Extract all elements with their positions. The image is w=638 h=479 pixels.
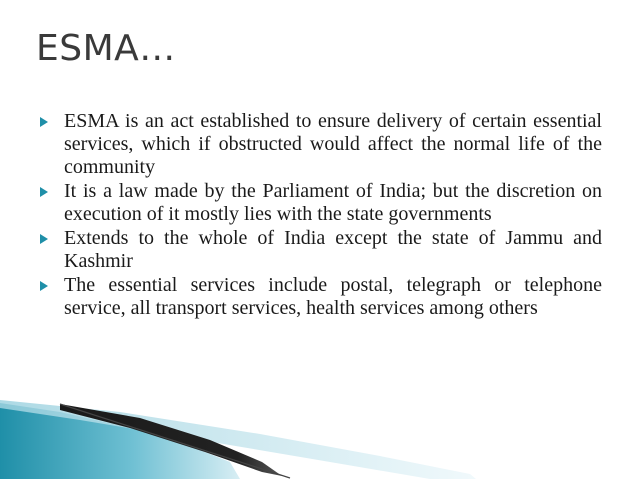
slide-title: ESMA… [36, 28, 176, 69]
bullet-text: Extends to the whole of India except the state of Jammu and Kashmir [64, 227, 602, 272]
bullet-text: ESMA is an act established to ensure delivery of certain essential services, which if obstructed would affect the normal life of the community [64, 110, 602, 178]
bullet-text: It is a law made by the Parliament of India; but the discretion on execution of it mostly lies with the state governments [64, 180, 602, 225]
bullet-text: The essential services include postal, telegraph or telephone service, all transport services, health services among others [64, 274, 602, 319]
